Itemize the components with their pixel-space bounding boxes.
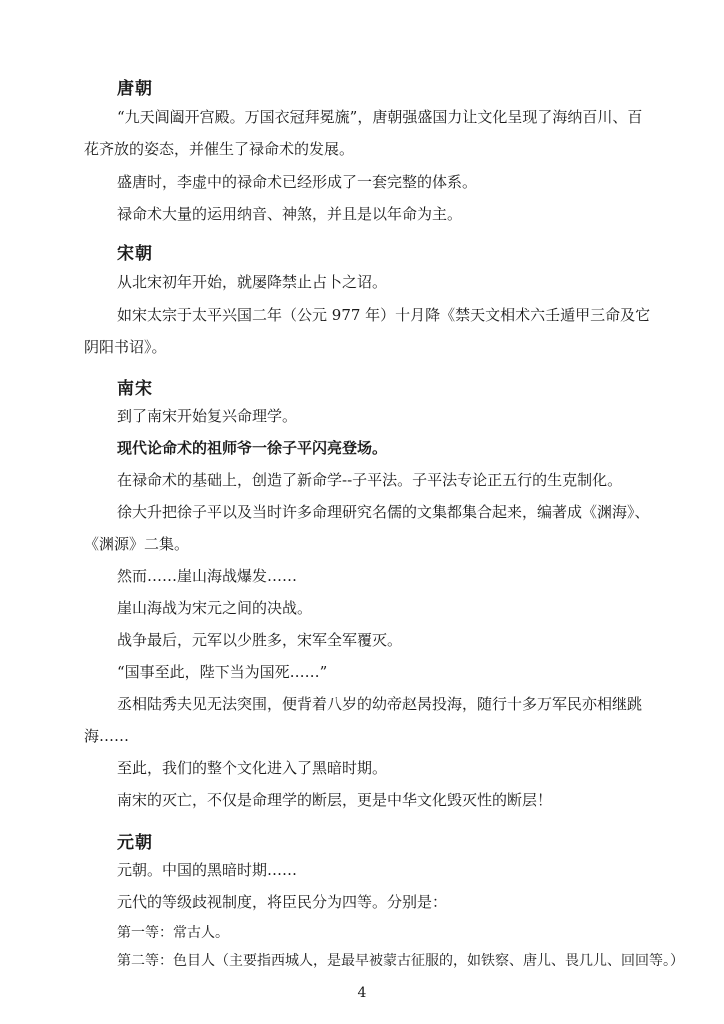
paragraph-line: 元代的等级歧视制度，将臣民分为四等。分别是： — [117, 893, 448, 911]
paragraph-line: 徐大升把徐子平以及当时许多命理研究名儒的文集都集合起来，编著成《渊海》、 — [117, 503, 650, 521]
section-heading-song: 宋朝 — [117, 244, 153, 264]
paragraph-line: 到了南宋开始复兴命理学。 — [117, 407, 298, 425]
paragraph-line: 《渊源》二集。 — [84, 535, 190, 553]
paragraph-line: 南宋的灭亡，不仅是命理学的断层，更是中华文化毁灭性的断层！ — [117, 791, 553, 809]
paragraph-line: 盛唐时，李虚中的禄命术已经形成了一套完整的体系。 — [117, 173, 478, 191]
paragraph-line: 阴阳书诏》。 — [84, 338, 167, 356]
paragraph-line: “国事至此，陛下当为国死……” — [117, 663, 328, 681]
section-heading-tang: 唐朝 — [117, 79, 153, 99]
paragraph-line: 第二等：色目人（主要指西城人，是最早被蒙古征服的，如铁察、唐儿、畏几儿、回回等。） — [117, 953, 684, 969]
paragraph-line: 从北宋初年开始，就屡降禁止占卜之诏。 — [117, 273, 388, 291]
highlight-line: 现代论命术的祖师爷一徐子平闪亮登场。 — [117, 439, 388, 457]
paragraph-line: “九天阊阖开宫殿。万国衣冠拜冕旒”，唐朝强盛国力让文化呈现了海纳百川、百 — [117, 108, 643, 126]
paragraph-line: 元朝。中国的黑暗时期…… — [117, 861, 298, 879]
paragraph-line: 禄命术大量的运用纳音、神煞，并且是以年命为主。 — [117, 205, 463, 223]
paragraph-line: 战争最后，元军以少胜多，宋军全军覆灭。 — [117, 631, 403, 649]
paragraph-line: 第一等：常古人。 — [117, 925, 229, 941]
paragraph-line: 崖山海战为宋元之间的决战。 — [117, 599, 313, 617]
paragraph-line: 如宋太宗于太平兴国二年（公元 977 年）十月降《禁天文相术六壬遁甲三命及它 — [117, 306, 651, 324]
section-heading-yuan: 元朝 — [117, 833, 153, 853]
paragraph-line: 在禄命术的基础上，创造了新命学--子平法。子平法专论正五行的生克制化。 — [117, 471, 623, 489]
paragraph-line: 花齐放的姿态，并催生了禄命术的发展。 — [84, 140, 355, 158]
page-number: 4 — [357, 985, 367, 1001]
paragraph-line: 然而……崖山海战爆发…… — [117, 567, 298, 585]
paragraph-line: 至此，我们的整个文化进入了黑暗时期。 — [117, 759, 388, 777]
paragraph-line: 丞相陆秀夫见无法突围，便背着八岁的幼帝赵昺投海，随行十多万军民亦相继跳 — [117, 695, 643, 713]
section-heading-southern-song: 南宋 — [117, 379, 153, 399]
paragraph-line: 海…… — [84, 727, 130, 745]
